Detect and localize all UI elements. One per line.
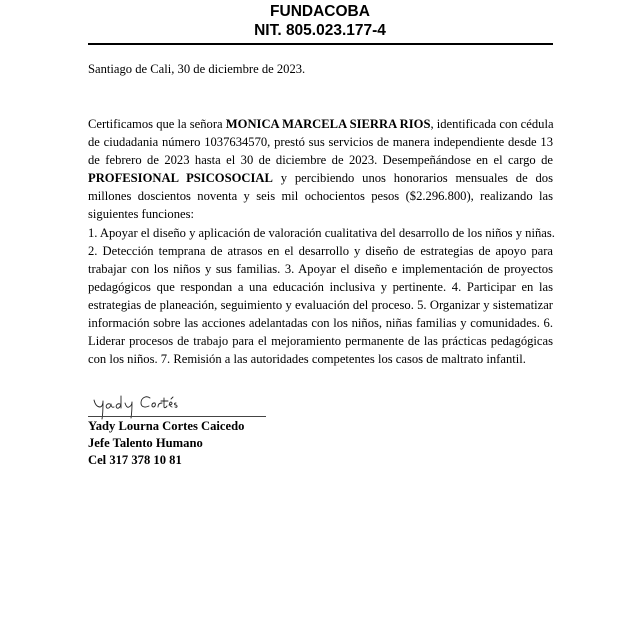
signature-line bbox=[88, 416, 266, 417]
paragraph-line: con los niños. 7. Remisión a las autoridades competentes los casos de maltrato infantil. bbox=[88, 352, 526, 366]
header-divider bbox=[88, 43, 553, 45]
certification-paragraph bbox=[88, 115, 553, 223]
paragraph-line: de ciudadania número 1037634570, prestó sus servicios de manera independiente desde 13 bbox=[88, 135, 553, 149]
paragraph-line: trabajar con los niños y sus familias. 3. Apoyar el diseño e implementación de proyectos bbox=[88, 262, 553, 276]
paragraph-line: pedagógicos que respondan a una educación inclusiva y pertinente. 4. Participar en las bbox=[88, 280, 553, 294]
paragraph-line: información sobre las acciones adelantadas con los niños, niñas familias y comunidades. 6. bbox=[88, 316, 553, 330]
date-line: Santiago de Cali, 30 de diciembre de 2023. bbox=[88, 62, 306, 76]
employee-name: MONICA MARCELA SIERRA RIOS bbox=[225, 117, 431, 131]
signatory-info bbox=[88, 418, 244, 469]
paragraph-line: Liderar procesos de trabajo para el mejoramiento permanente de las prácticas pedagógicas bbox=[88, 334, 553, 348]
paragraph-line: millones doscientos noventa y seis mil ochocientos pesos ($2.296.800), realizando las bbox=[88, 189, 553, 203]
signatory-title: Jefe Talento Humano bbox=[88, 436, 203, 450]
organization-name: FUNDACOBA bbox=[270, 3, 370, 20]
paragraph-line: de febrero de 2023 hasta el 30 de diciembre de 2023. Desempeñándose en el cargo de bbox=[88, 153, 553, 167]
paragraph-line: siguientes funciones: bbox=[88, 207, 194, 221]
signatory-name: Yady Lourna Cortes Caicedo bbox=[88, 419, 245, 433]
functions-paragraph bbox=[88, 224, 553, 368]
signatory-phone: Cel 317 378 10 81 bbox=[88, 453, 182, 467]
paragraph-line: 1. Apoyar el diseño y aplicación de valoración cualitativa del desarrollo de los niños y niñas. bbox=[88, 226, 555, 240]
organization-nit: NIT. 805.023.177-4 bbox=[254, 22, 386, 39]
paragraph-line: Certificamos que la señora MONICA MARCELA SIERRA RIOS, identificada con cédula bbox=[88, 117, 554, 131]
paragraph-line: estrategias de planeación, seguimiento y evaluación del proceso. 5. Organizar y sistematizar bbox=[88, 298, 553, 312]
position-title: PROFESIONAL PSICOSOCIAL bbox=[88, 171, 273, 185]
paragraph-line: 2. Detección temprana de atrasos en el desarrollo y diseño de estrategias de apoyo para bbox=[88, 244, 553, 258]
paragraph-line: PROFESIONAL PSICOSOCIAL y percibiendo unos honorarios mensuales de dos bbox=[88, 171, 553, 185]
